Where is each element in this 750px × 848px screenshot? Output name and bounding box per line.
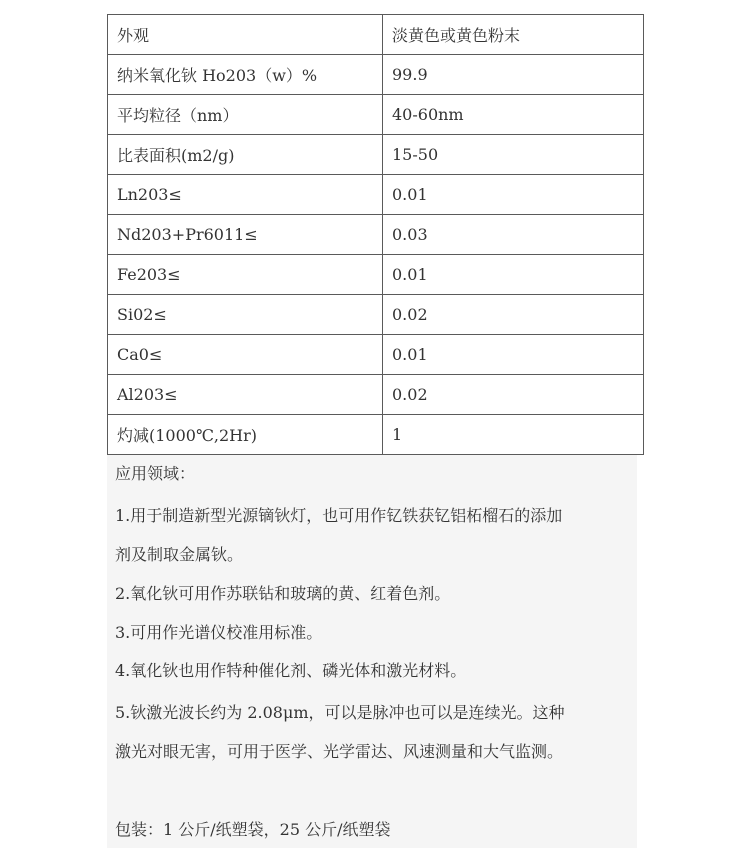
table-row <box>108 95 644 135</box>
property-name: 外观 <box>108 15 383 55</box>
property-value: 0.02 <box>383 375 644 415</box>
property-value: 1 <box>383 415 644 455</box>
property-name: Ca0≤ <box>108 335 383 375</box>
property-value: 40-60nm <box>383 95 644 135</box>
specification-table <box>107 14 644 455</box>
property-name: 纳米氧化钬 Ho203（w）% <box>108 55 383 95</box>
table-row <box>108 175 644 215</box>
applications-line: 5.钬激光波长约为 2.08μm，可以是脉冲也可以是连续光。这种 <box>115 703 565 722</box>
property-value: 99.9 <box>383 55 644 95</box>
property-name: 平均粒径（nm） <box>108 95 383 135</box>
property-value: 0.01 <box>383 335 644 375</box>
property-value: 0.01 <box>383 255 644 295</box>
applications-heading: 应用领域： <box>115 464 196 483</box>
table-row <box>108 215 644 255</box>
applications-line: 3.可用作光谱仪校准用标准。 <box>115 623 323 642</box>
property-name: Al203≤ <box>108 375 383 415</box>
table-row <box>108 135 644 175</box>
packaging-text: 包装：1 公斤/纸塑袋，25 公斤/纸塑袋 <box>115 820 391 839</box>
applications-line: 2.氧化钬可用作苏联钻和玻璃的黄、红着色剂。 <box>115 584 451 603</box>
property-name: Ln203≤ <box>108 175 383 215</box>
table-row <box>108 335 644 375</box>
property-name: 灼减(1000℃,2Hr) <box>108 415 383 455</box>
table-row <box>108 255 644 295</box>
property-name: Fe203≤ <box>108 255 383 295</box>
table-row <box>108 415 644 455</box>
property-name: 比表面积(m2/g) <box>108 135 383 175</box>
applications-line: 1.用于制造新型光源镝钬灯，也可用作钇铁获钇铝柘榴石的添加 <box>115 506 563 525</box>
applications-line: 剂及制取金属钬。 <box>115 545 244 564</box>
property-value: 0.03 <box>383 215 644 255</box>
table-row <box>108 295 644 335</box>
property-value: 0.02 <box>383 295 644 335</box>
applications-line: 4.氧化钬也用作特种催化剂、磷光体和激光材料。 <box>115 661 467 680</box>
applications-line: 激光对眼无害，可用于医学、光学雷达、风速测量和大气监测。 <box>115 742 564 761</box>
table-row <box>108 15 644 55</box>
property-value: 15-50 <box>383 135 644 175</box>
table-row <box>108 55 644 95</box>
property-value: 0.01 <box>383 175 644 215</box>
table-row <box>108 375 644 415</box>
property-name: Nd203+Pr6011≤ <box>108 215 383 255</box>
property-value: 淡黄色或黄色粉末 <box>383 15 644 55</box>
property-name: Si02≤ <box>108 295 383 335</box>
